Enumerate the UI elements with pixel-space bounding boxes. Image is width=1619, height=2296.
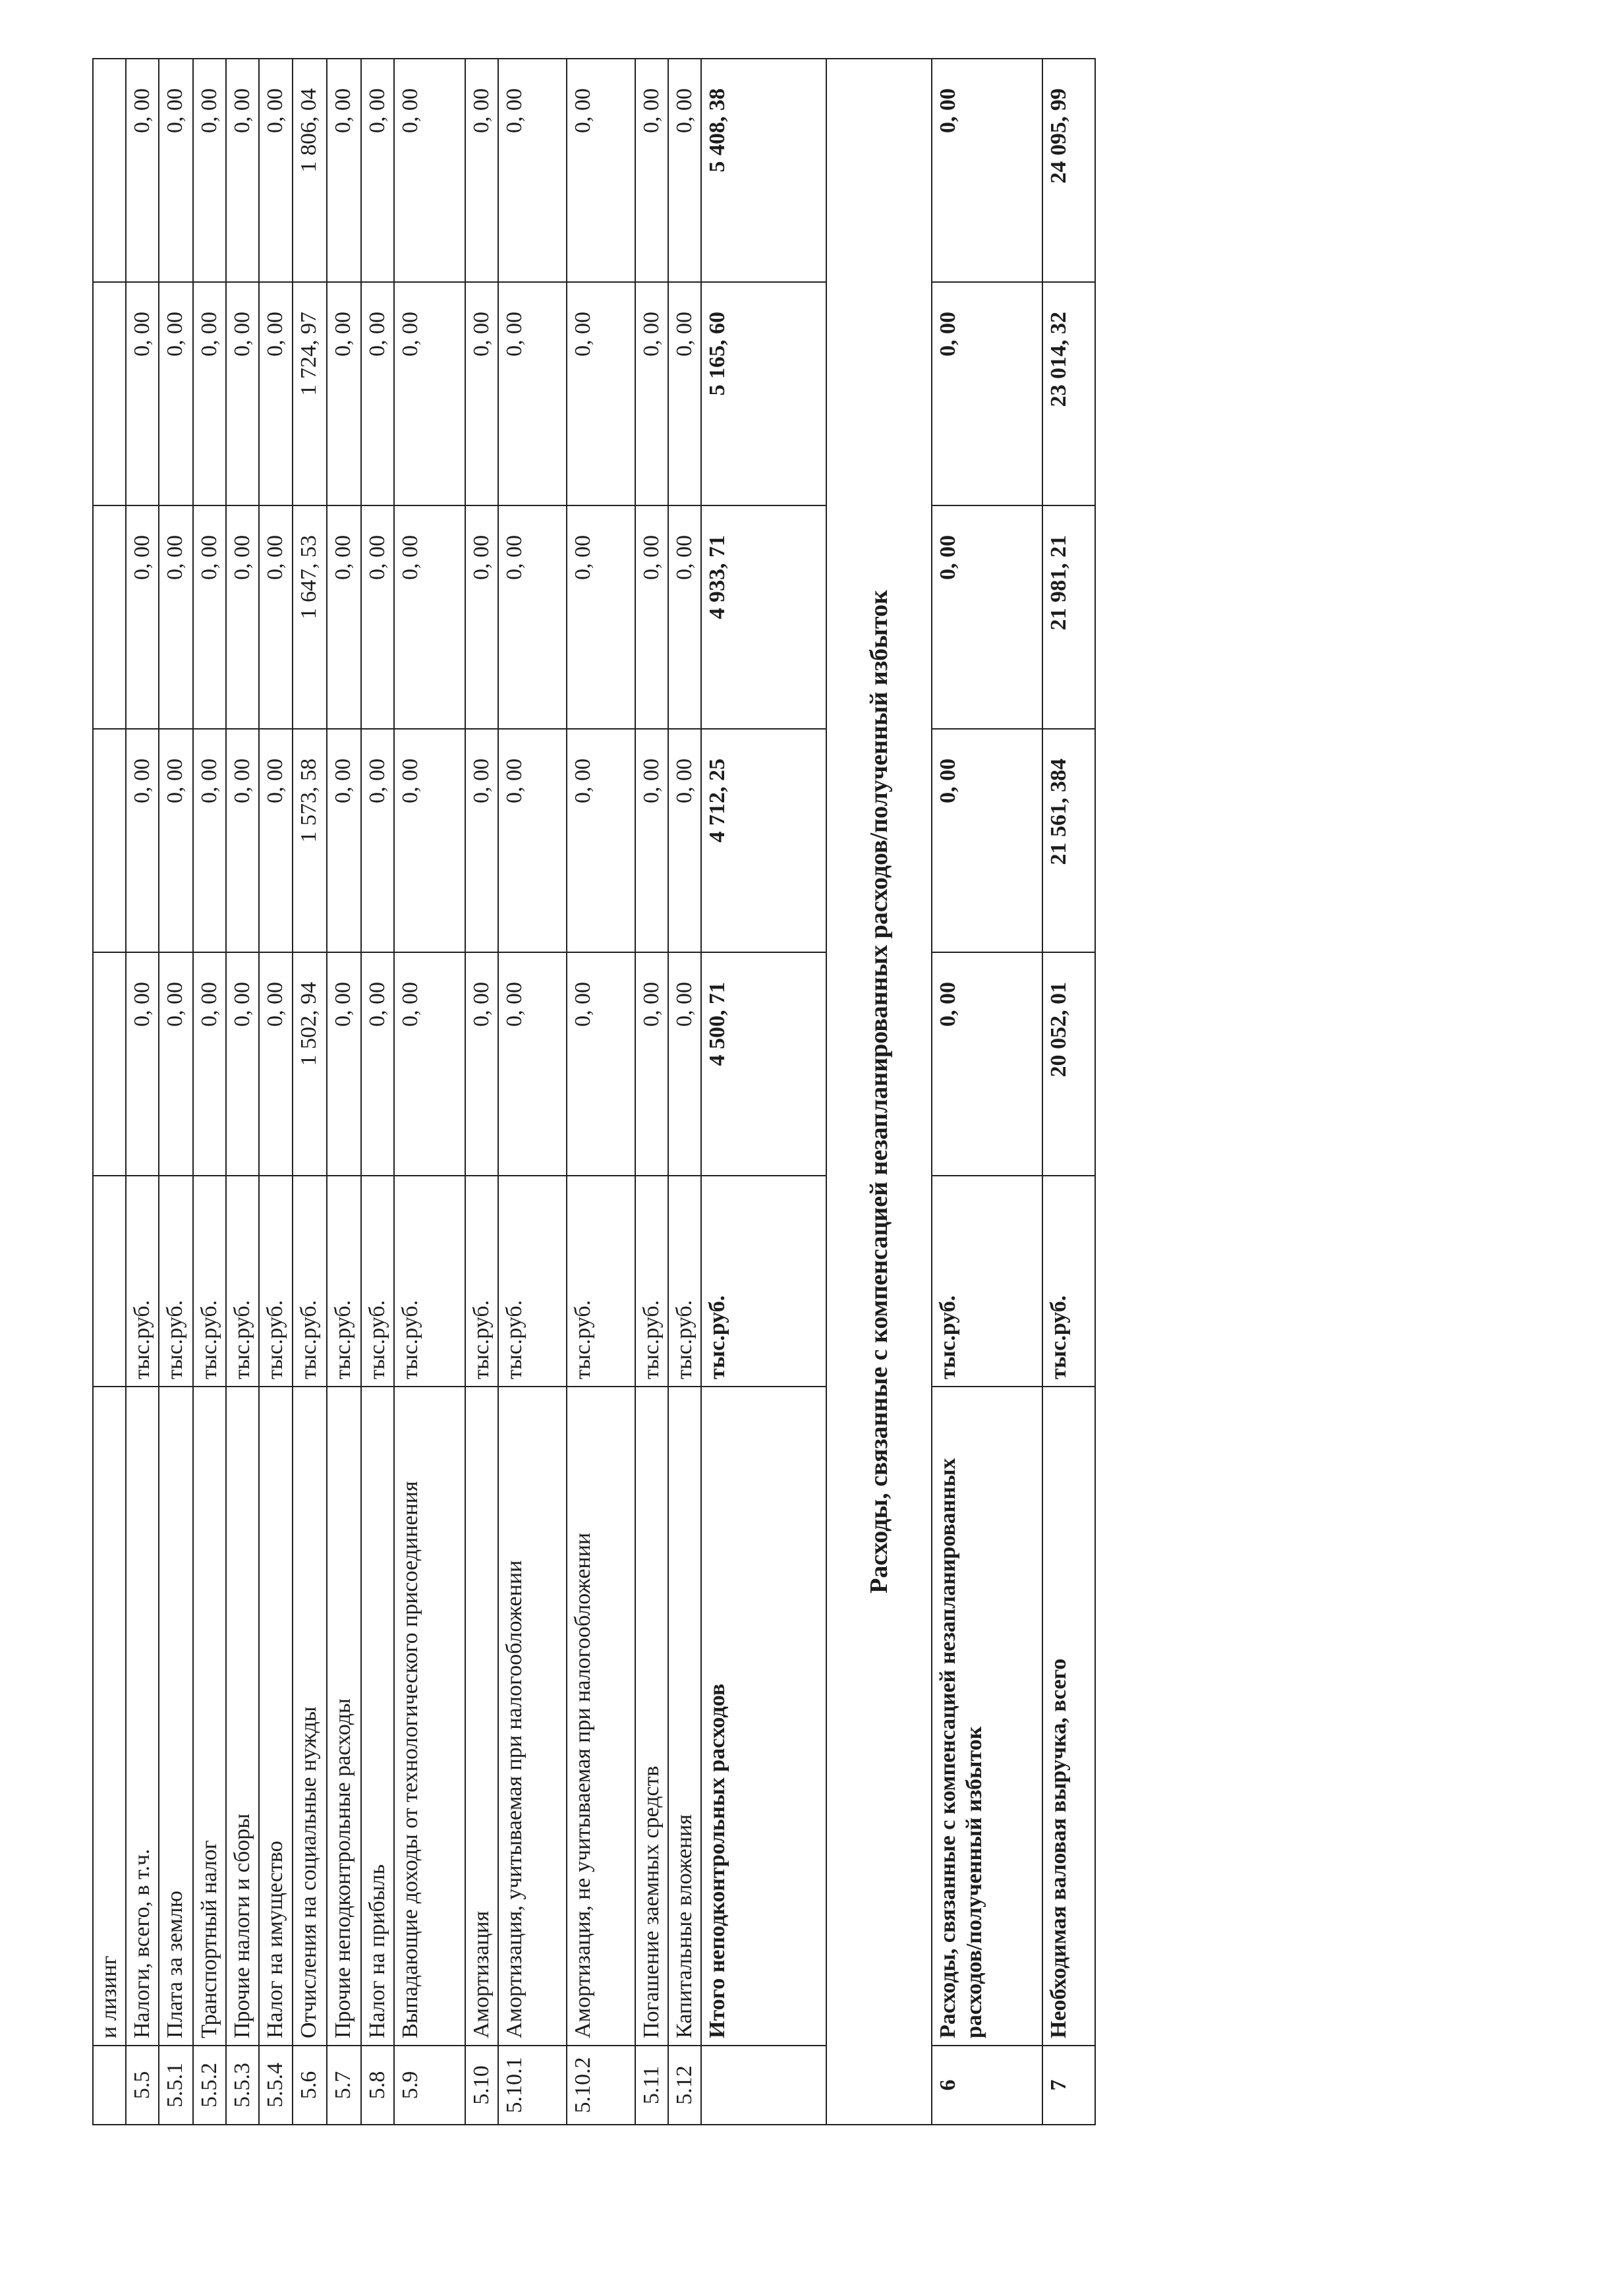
- value-cell: 1 647, 53: [293, 505, 327, 729]
- table-row: [293, 59, 327, 2125]
- row-name: Отчисления на социальные нужды: [293, 1387, 327, 2046]
- value-cell: 0, 00: [126, 729, 159, 952]
- value-cell: 0, 00: [126, 282, 159, 505]
- value-cell: 0, 00: [327, 505, 361, 729]
- section-title: Расходы, связанные с компенсацией незапланированных расходов/полученный избыток: [826, 59, 932, 2125]
- value-cell: 0, 00: [361, 505, 394, 729]
- row-unit: тыс.руб.: [259, 1176, 292, 1387]
- value-cell: 0, 00: [361, 952, 394, 1176]
- row-number: 5.9: [394, 2046, 465, 2125]
- value-cell: 0, 00: [567, 505, 635, 729]
- value-cell: 21 981, 21: [1042, 505, 1095, 729]
- value-cell: 0, 00: [327, 952, 361, 1176]
- row-number: 5.11: [635, 2046, 668, 2125]
- table-row: [668, 59, 701, 2125]
- row-number: 7: [1042, 2046, 1095, 2125]
- value-cell: 0, 00: [465, 59, 498, 282]
- row-number: 5.5.4: [259, 2046, 292, 2125]
- table-row: [394, 59, 465, 2125]
- table-row: [126, 59, 159, 2125]
- rotated-table-block: [92, 59, 1222, 2125]
- value-cell: 0, 00: [193, 729, 226, 952]
- table-row: [567, 59, 635, 2125]
- row-name: Плата за землю: [159, 1387, 193, 2046]
- value-cell: 0, 00: [932, 729, 1042, 952]
- value-cell: 5 408, 38: [701, 59, 826, 282]
- row-unit: тыс.руб.: [932, 1176, 1042, 1387]
- value-cell: 0, 00: [193, 505, 226, 729]
- row-unit: тыс.руб.: [567, 1176, 635, 1387]
- value-cell: 0, 00: [635, 505, 668, 729]
- table-row: [259, 59, 292, 2125]
- value-cell: 0, 00: [635, 59, 668, 282]
- value-cell: 20 052, 01: [1042, 952, 1095, 1176]
- row-unit: тыс.руб.: [394, 1176, 465, 1387]
- row-unit: тыс.руб.: [159, 1176, 193, 1387]
- value-cell: 0, 00: [567, 282, 635, 505]
- value-cell: 0, 00: [159, 282, 193, 505]
- value-cell: 0, 00: [159, 59, 193, 282]
- value-cell: 1 502, 94: [293, 952, 327, 1176]
- value-cell: 0, 00: [394, 282, 465, 505]
- value-cell: 0, 00: [327, 729, 361, 952]
- table-row: [932, 59, 1042, 2125]
- row-number: 5.10.1: [498, 2046, 567, 2125]
- cell-num: [93, 2046, 126, 2125]
- row-unit: тыс.руб.: [293, 1176, 327, 1387]
- row-name: Амортизация: [465, 1387, 498, 2046]
- value-cell: 0, 00: [668, 282, 701, 505]
- value-cell: 0, 00: [193, 952, 226, 1176]
- value-cell: 0, 00: [259, 59, 292, 282]
- value-cell: 0, 00: [361, 59, 394, 282]
- table-row: [361, 59, 394, 2125]
- table-body: [93, 59, 1095, 2125]
- row-name: Итого неподконтрольных расходов: [701, 1387, 826, 2046]
- value-cell: 0, 00: [327, 59, 361, 282]
- table-row: [327, 59, 361, 2125]
- value-cell: 0, 00: [932, 282, 1042, 505]
- value-cell: 1 724, 97: [293, 282, 327, 505]
- table-row: [1042, 59, 1095, 2125]
- row-unit: тыс.руб.: [498, 1176, 567, 1387]
- value-cell: 0, 00: [159, 505, 193, 729]
- value-cell: 0, 00: [668, 505, 701, 729]
- row-unit: тыс.руб.: [668, 1176, 701, 1387]
- row-number: 5.5: [126, 2046, 159, 2125]
- total-row: [701, 59, 826, 2125]
- value-cell: 0, 00: [259, 282, 292, 505]
- section-title-row: [826, 59, 932, 2125]
- value-cell: 0, 00: [465, 282, 498, 505]
- table-row: [635, 59, 668, 2125]
- row-number: 5.5.3: [226, 2046, 259, 2125]
- value-cell: 0, 00: [226, 505, 259, 729]
- value-cell: 0, 00: [159, 952, 193, 1176]
- row-name: Прочие неподконтрольные расходы: [327, 1387, 361, 2046]
- value-cell: 0, 00: [226, 282, 259, 505]
- value-cell: 5 165, 60: [701, 282, 826, 505]
- value-cell: 0, 00: [126, 952, 159, 1176]
- row-unit: тыс.руб.: [126, 1176, 159, 1387]
- row-name: Выпадающие доходы от технологического присоединения: [394, 1387, 465, 2046]
- row-number: 5.8: [361, 2046, 394, 2125]
- value-cell: 0, 00: [159, 729, 193, 952]
- value-cell: 0, 00: [259, 505, 292, 729]
- row-number: 5.12: [668, 2046, 701, 2125]
- value-cell: 0, 00: [635, 952, 668, 1176]
- cell-empty: [93, 282, 126, 505]
- cell-empty: [93, 952, 126, 1176]
- cell-empty: [93, 1176, 126, 1387]
- value-cell: 0, 00: [394, 505, 465, 729]
- row-number: 6: [932, 2046, 1042, 2125]
- row-unit: тыс.руб.: [635, 1176, 668, 1387]
- row-name: Необходимая валовая выручка, всего: [1042, 1387, 1095, 2046]
- value-cell: 1 806, 04: [293, 59, 327, 282]
- value-cell: 0, 00: [259, 729, 292, 952]
- value-cell: 24 095, 99: [1042, 59, 1095, 282]
- value-cell: 0, 00: [259, 952, 292, 1176]
- value-cell: 4 933, 71: [701, 505, 826, 729]
- row-name: Амортизация, учитываемая при налогообложении: [498, 1387, 567, 2046]
- value-cell: 0, 00: [498, 505, 567, 729]
- row-name: Амортизация, не учитываемая при налогообложении: [567, 1387, 635, 2046]
- value-cell: 0, 00: [226, 729, 259, 952]
- row-unit: тыс.руб.: [327, 1176, 361, 1387]
- row-number: [701, 2046, 826, 2125]
- row-unit: тыс.руб.: [701, 1176, 826, 1387]
- value-cell: 23 014, 32: [1042, 282, 1095, 505]
- value-cell: 0, 00: [932, 505, 1042, 729]
- row-name: Прочие налоги и сборы: [226, 1387, 259, 2046]
- value-cell: 0, 00: [394, 952, 465, 1176]
- value-cell: 21 561, 384: [1042, 729, 1095, 952]
- value-cell: 0, 00: [126, 505, 159, 729]
- row-name: Налоги, всего, в т.ч.: [126, 1387, 159, 2046]
- value-cell: 0, 00: [394, 729, 465, 952]
- table-row: [159, 59, 193, 2125]
- table-row: [193, 59, 226, 2125]
- value-cell: 0, 00: [226, 59, 259, 282]
- value-cell: 0, 00: [498, 59, 567, 282]
- value-cell: 0, 00: [932, 952, 1042, 1176]
- value-cell: 0, 00: [567, 59, 635, 282]
- row-name: Капитальные вложения: [668, 1387, 701, 2046]
- value-cell: 0, 00: [668, 952, 701, 1176]
- value-cell: 0, 00: [465, 505, 498, 729]
- value-cell: 0, 00: [932, 59, 1042, 282]
- row-name: Налог на прибыль: [361, 1387, 394, 2046]
- continuation-row: [93, 59, 126, 2125]
- continuation-text: и лизинг: [93, 1387, 126, 2046]
- value-cell: 0, 00: [668, 59, 701, 282]
- value-cell: 0, 00: [394, 59, 465, 282]
- row-name: Транспортный налог: [193, 1387, 226, 2046]
- row-number: 5.10: [465, 2046, 498, 2125]
- row-unit: тыс.руб.: [361, 1176, 394, 1387]
- value-cell: 0, 00: [567, 729, 635, 952]
- row-number: 5.7: [327, 2046, 361, 2125]
- value-cell: 0, 00: [465, 952, 498, 1176]
- value-cell: 0, 00: [567, 952, 635, 1176]
- value-cell: 0, 00: [126, 59, 159, 282]
- value-cell: 0, 00: [635, 282, 668, 505]
- row-name: Расходы, связанные с компенсацией незапланированных расходов/полученный избыток: [932, 1387, 1042, 2046]
- row-unit: тыс.руб.: [193, 1176, 226, 1387]
- row-number: 5.6: [293, 2046, 327, 2125]
- value-cell: 0, 00: [327, 282, 361, 505]
- value-cell: 0, 00: [193, 282, 226, 505]
- row-name: Налог на имущество: [259, 1387, 292, 2046]
- value-cell: 1 573, 58: [293, 729, 327, 952]
- row-unit: тыс.руб.: [465, 1176, 498, 1387]
- value-cell: 0, 00: [226, 952, 259, 1176]
- value-cell: 0, 00: [498, 952, 567, 1176]
- row-unit: тыс.руб.: [1042, 1176, 1095, 1387]
- row-number: 5.10.2: [567, 2046, 635, 2125]
- value-cell: 4 712, 25: [701, 729, 826, 952]
- value-cell: 0, 00: [498, 282, 567, 505]
- table-row: [465, 59, 498, 2125]
- value-cell: 0, 00: [361, 729, 394, 952]
- value-cell: 0, 00: [361, 282, 394, 505]
- value-cell: 0, 00: [193, 59, 226, 282]
- value-cell: 4 500, 71: [701, 952, 826, 1176]
- value-cell: 0, 00: [465, 729, 498, 952]
- cell-empty: [93, 505, 126, 729]
- row-number: 5.5.2: [193, 2046, 226, 2125]
- value-cell: 0, 00: [498, 729, 567, 952]
- cell-empty: [93, 729, 126, 952]
- table-row: [226, 59, 259, 2125]
- row-unit: тыс.руб.: [226, 1176, 259, 1387]
- value-cell: 0, 00: [635, 729, 668, 952]
- row-number: 5.5.1: [159, 2046, 193, 2125]
- tariff-table: [92, 58, 1096, 2125]
- table-row: [498, 59, 567, 2125]
- cell-empty: [93, 59, 126, 282]
- value-cell: 0, 00: [668, 729, 701, 952]
- row-name: Погашение заемных средств: [635, 1387, 668, 2046]
